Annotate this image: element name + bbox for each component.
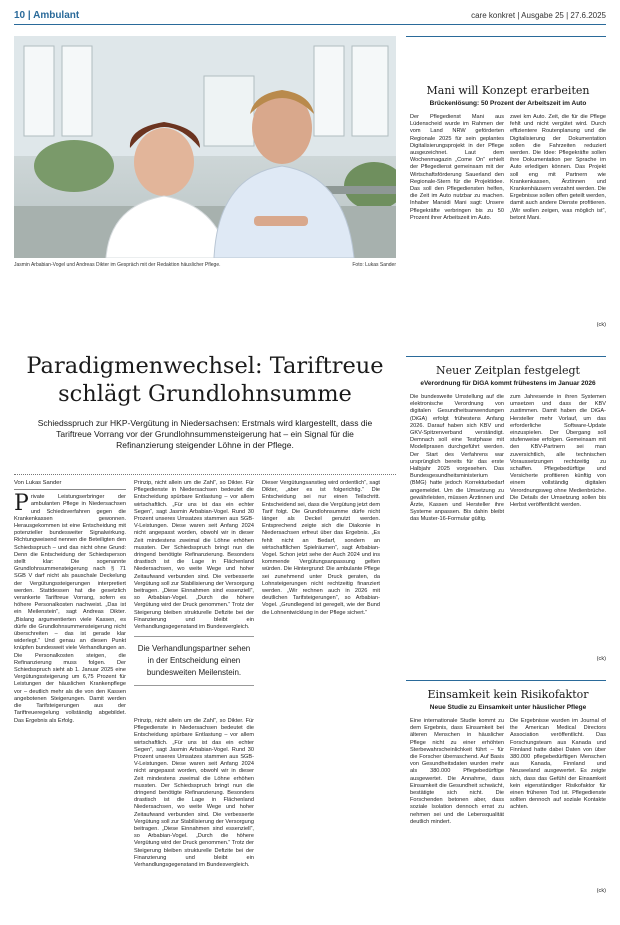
sidebar1-credit: (ck): [596, 322, 606, 328]
page-header: [14, 8, 606, 22]
sidebar3-column-2: [510, 718, 606, 890]
sidebar3-text-a: Eine internationale Studie kommt zu dem Ergebnis, dass Einsamkeit bei älteren Menschen in häuslicher Pflege nicht zu einer erhöhten Sterbewahrscheinlichkeit führt – für die Forscher überraschend. Auf Basis von Gesundheitsdaten wurden mehr als 380.000 Pflegebedürftige ausgewertet. Die Annahme, dass Einsamkeit die Gesundheit schwächt, bestätigte sich nicht. Die Forschenden betonen aber, dass soziale Isolation dennoch ernst zu nehmen sei und die Lebensqualität deutlich mindert.: [410, 718, 504, 825]
article-column-2-top: [134, 480, 254, 630]
article-text-3: Dieser Vergütungsanstieg wird ordentlich“, sagt Dikter, „aber es ist folgerichtig.“ Die Entscheidung sei nur einen Teilschritt. Entscheidend sei, dass die Vergütung jetzt dem Tarif folgt. Die Grundlohnsumme dürfe nicht länger als Deckel genutzt werden. Entsprechend zeigte sich die Diakonie in Niedersachsen erfreut über das Ergebnis. „Es fehlt nicht an Bedarf, sondern an wirtschaftlichen Spielräumen“, sagt Arbabian-Vogel. Schon jetzt sehe der Auch 2024 und ins kommende Vergütungsanpassung gelten würden. Die Hintergrund: Die ambulante Pflege sei zunehmend unter Druck geraten, da Lohnsteigerungen nicht rechtzeitig finanziert werden. „Wir rechnen auch in 2026 mit deutlichen Tarifsteigerungen“, so Arbabian-Vogel. „Grundlegend ist geregelt, wie der Bund die Lohnentwicklung in der Pflege sichert.“: [262, 480, 380, 616]
article-text-2b: Prinzip, nicht allein um die Zahl“, so Dikter. Für Pflegedienste in Niedersachsen bedeutet die Entscheidung spürbare Entlastung – vor allem wirtschaftlich. „Für uns ist das ein echter Segen“, sagt Jasmin Arbabian-Vogel. Rund 30 Prozent unseres Umsatzes stammen aus SGB-V-Leistungen. Diese waren seit Anfang 2024 nicht angepasst worden, obwohl wir in dieser Zeit mindestens zweimal die Löhne erhöhen mussten. Der Schiedsspruch bringt nun die dringend benötigte Refinanzierung. Besonders drastisch ist die Lage in Flächenland Niedersachsen, wo weite Wege und hoher Zeitaufwand verbunden sind. Die verbesserte Vergütung soll zur Stabilisierung der Versorgung beitragen. „Diese Einnahmen sind essenziell“, so Arbabian-Vogel. „Durch die höhere Vergütung wird der Druck genommen.“ Trotz der Steigerung bleiben strukturelle Defizite bei der Finanzierung und bleibt ein Verhandlungsgegenstand im Bundesvergleich.: [134, 718, 254, 869]
sidebar1-rule: [406, 36, 606, 37]
header-rule: [14, 24, 606, 25]
sidebar2-rule: [406, 356, 606, 357]
sidebar2-text-b: zum Jahresende in ihren Systemen umsetzen und dass der KBV zustimmen. Damit haben die DiGA-Hersteller mehr Vorlauf, um das erforderliche Software-Update einzuspielen. Der Übergang soll stufenweise erfolgen. Gemeinsam mit den KBV-Partnern sei man zuversichtlich, alle technischen Voraussetzungen rechtzeitig zu schaffen. Pflegebedürftige und Versicherte profitieren künftig von einem vollständig digitalen Verordnungsweg ohne Medienbrüche. Die Details der Umsetzung sollen bis Herbst veröffentlicht werden.: [510, 394, 606, 509]
main-headline: [14, 352, 396, 408]
article-divider: [14, 474, 396, 475]
photo-credit: Foto: Lukas Sander: [352, 262, 396, 268]
sidebar2-column-2: [510, 394, 606, 656]
sidebar1-text-a: Der Pflegedienst Mani aus Lüdenscheid wurde im Rahmen der vom Land NRW geförderten Regionale 2025 für sein geplantes Digitalisierungsprojekt in der Pflege ausgezeichnet. Laut dem Wochenmagazin „Come On“ erhielt der Pflegedienst gemeinsam mit der Wirtschaftsförderung Sauerland den Regionale-Stern für die Projektidee. Das soll den Pflegediensten helfen, die Zeit im Auto nutzbar zu machen. Inhaber Marsidi Mani sagt: Unsere Pflegekräfte verbringen bis zu 50 Prozent ihrer Arbeitszeit im Auto.: [410, 114, 504, 221]
sidebar2-subtitle: eVerordnung für DiGA kommt frühestens im Januar 2026: [420, 380, 596, 387]
sidebar1-column-1: [410, 114, 504, 334]
sidebar3-rule: [406, 680, 606, 681]
section-label: 10 | Ambulant: [14, 9, 80, 21]
sidebar1-column-2: [510, 114, 606, 324]
sidebar2-credit: (ck): [596, 656, 606, 662]
sidebar3-title: Einsamkeit kein Risikofaktor: [427, 688, 589, 701]
headline-line-1: Paradigmenwechsel: Tariftreue: [26, 353, 384, 379]
article-text-1: rivate Leistungserbringer der ambulanten Pflege in Niedersachsen und Schiedsverfahren gegen die Krankenkassen gewonnen. Herausgekommen ist eine Entscheidung mit potenzieller bundesweiter Signalwirkung. Richtungweisend nennen die Beteiligten den Schiedsspruch – und das nicht ohne Grund: Denn die Entscheidung der Schiedsperson stellt klar: Die sogenannte Grundlohnsummensteigerung nach § 71 SGB V darf nicht als pauschale Deckelung der Vergütungssteigerungen interpretiert werden. Stattdessen hat die gesetzlich verankerte Tariftreue Vorrang, sofern es höhere Personalkosten nachweist. „Das ist ein Meilenstein“, sagt Andreas Dikter. „Bislang argumentierten viele Kassen, es dürfe die Grundlohnsummensteigerung nicht überschreiten – das ist gerade klar widerlegt.“ Und genau an diesen Punkt knüpfen bundesweit viele Verhandlungen an. Die Personalkosten steigen, die Refinanzierung muss folgen. Der Schiedsspruch sieht ab 1. Januar 2025 eine Vergütungssteigerung um 6,75 Prozent für Leistungen der häuslichen Krankenpflege vor – deutlich mehr als die von den Kassen angebotenen Steigerungen. Damit werden die Tarifsteigerungen aus der Tariftreueregelung vollständig abgebildet. Das Ergebnis als Erfolg.: [14, 494, 126, 724]
issue-info: care konkret | Ausgabe 25 | 27.6.2025: [471, 10, 606, 20]
sidebar1-subtitle: Brückenlösung: 50 Prozent der Arbeitszeit im Auto: [429, 100, 587, 107]
sidebar3-text-b: Die Ergebnisse wurden im Journal of the American Medical Directors Association veröffentlicht. Das Forschungsteam aus Kanada und Finnland hatte dabei Daten von über 380.000 pflegebedürftigen Menschen aus Kanada, Finnland und Neuseeland ausgewertet. Es zeigte sich, dass das Gefühl der Einsamkeit kein eigenständiger Risikofaktor für einen früheren Tod ist. Pflegedienste sollten dennoch auf soziale Kontakte achten.: [510, 718, 606, 811]
sidebar3-column-1: [410, 718, 504, 898]
sidebar2-column-1: [410, 394, 504, 664]
drop-cap: P: [14, 491, 29, 517]
sidebar3-credit: (ck): [596, 888, 606, 894]
photo-caption: Jasmin Arbabian-Vogel und Andreas Dikter im Gespräch mit der Redaktion häuslicher Pflege.: [14, 262, 221, 268]
sidebar1-text-b: zwei km Auto. Zeit, die für die Pflege fehlt und nicht vergütet wird. Durch effizientere Routenplanung und die Digitalisierung der Dokumentation sollen die Fahrzeiten reduziert werden. Die Idee: Pflegekräfte sollen ihre Dokumentation per Sprache im Auto erledigen können. Das Projekt soll eng mit Partnern wie Krankenkassen, Ärztinnen und Krankenhäusern verzahnt werden. Die Ergebnisse sollen offen geteilt werden, damit auch andere Dienste profitieren. „Wir wollen zeigen, was möglich ist“, betont Mani.: [510, 114, 606, 221]
photo-illustration: [14, 36, 396, 258]
article-column-1: [14, 480, 126, 920]
sidebar3-subtitle: Neue Studie zu Einsamkeit unter häuslicher Pflege: [429, 704, 587, 711]
sidebar2-text-a: Die bundesweite Umstellung auf die elektronische Verordnung von digitalen Gesundheitsanwendungen (DiGA) erfolgt frühestens Anfang 2026. Darauf haben sich KBV und GKV-Spitzenverband verständigt. Demnach soll eine Testphase mit Modellpraxen durchgeführt werden. Der Start des Verfahrens war ursprünglich bereits für das erste Halbjahr 2025 vorgesehen. Das Bundesgesundheitsministerium (BMG) hatte jedoch Korrekturbedarf angemeldet. Um die Umsetzung zu gewährleisten, müssen Ärztinnen und Ärzte, Kassen und Hersteller ihre Systeme anpassen. Bis dahin bleibt das Muster-16-Formular gültig.: [410, 394, 504, 523]
sidebar2-title: Neuer Zeitplan festgelegt: [436, 364, 580, 377]
article-column-2-bottom: [134, 718, 254, 920]
article-photo: [14, 36, 396, 258]
photo-caption-row: [14, 262, 396, 268]
main-subhead: Schiedsspruch zur HKP-Vergütung in Niedersachsen: Erstmals wird klargestellt, dass die Tariftreue Vorrang vor der Grundlohnsummensteigerung hat – ein Signal für die Refinanzierung steigender Löhne in der Pflege.: [37, 418, 373, 450]
byline: Von Lukas Sander: [14, 480, 126, 490]
sidebar1-title: Mani will Konzept erarbeiten: [426, 84, 590, 97]
headline-line-2: schlägt Grundlohnsumme: [58, 381, 352, 407]
article-text-2: Prinzip, nicht allein um die Zahl“, so Dikter. Für Pflegedienste in Niedersachsen bedeutet die Entscheidung spürbare Entlastung – vor allem wirtschaftlich. „Für uns ist das ein echter Segen“, sagt Jasmin Arbabian-Vogel. Rund 30 Prozent unseres Umsatzes stammen aus SGB-V-Leistungen. Diese waren seit Anfang 2024 nicht angepasst worden, obwohl wir in dieser Zeit mindestens zweimal die Löhne erhöhen mussten. Der Schiedsspruch bringt nun die dringend benötigte Refinanzierung. Besonders drastisch ist die Lage in Flächenland Niedersachsen, wo weite Wege und hoher Zeitaufwand verbunden sind. Die verbesserte Vergütung soll zur Stabilisierung der Versorgung beitragen. „Diese Einnahmen sind essenziell“, so Arbabian-Vogel. „Durch die höhere Vergütung wird der Druck genommen.“ Trotz der Steigerung bleiben strukturelle Defizite bei der Finanzierung und bleibt ein Verhandlungsgegenstand im Bundesvergleich.: [134, 480, 254, 630]
article-column-3: [262, 480, 380, 920]
pull-quote: Die Verhandlungspartner sehen in der Entscheidung einen bundesweiten Meilenstein.: [134, 636, 254, 686]
